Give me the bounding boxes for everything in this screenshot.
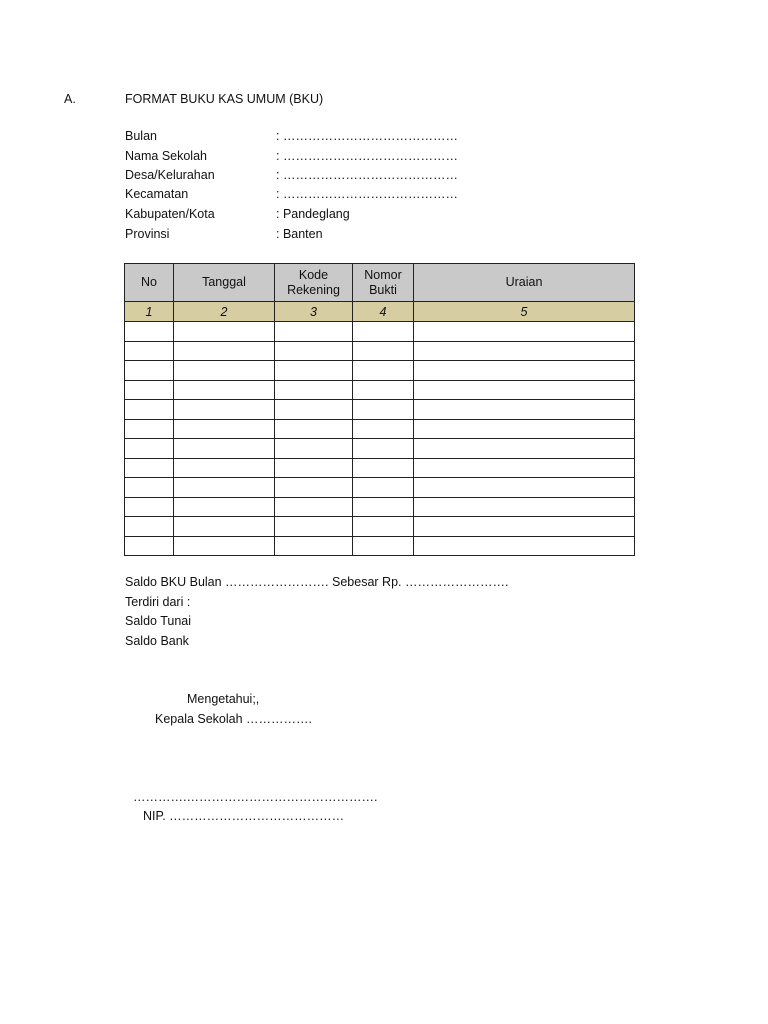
table-cell: [174, 380, 275, 400]
table-cell: [353, 517, 414, 537]
table-cell: [414, 458, 635, 478]
table-cell: [125, 458, 174, 478]
bku-table: [124, 263, 635, 556]
table-cell: [414, 439, 635, 459]
info-value: : Banten: [276, 227, 323, 241]
table-cell: [125, 478, 174, 498]
table-cell: [275, 478, 353, 498]
table-cell: [414, 517, 635, 537]
header-no: No: [125, 264, 174, 302]
table-cell: [353, 536, 414, 556]
signature-name-line: ………….……………………………………….: [133, 790, 378, 804]
table-row: [125, 419, 635, 439]
table-cell: [174, 439, 275, 459]
table-row: [125, 517, 635, 537]
table-cell: [414, 380, 635, 400]
table-cell: [353, 497, 414, 517]
mengetahui-label: Mengetahui;,: [187, 692, 260, 706]
info-label: Nama Sekolah: [125, 149, 207, 163]
table-row: [125, 380, 635, 400]
terdiri-dari-label: Terdiri dari :: [125, 595, 191, 609]
column-number: 4: [353, 302, 414, 322]
saldo-bank-label: Saldo Bank: [125, 634, 189, 648]
table-cell: [174, 419, 275, 439]
table-cell: [275, 341, 353, 361]
table-cell: [275, 322, 353, 342]
column-number: 2: [174, 302, 275, 322]
table-cell: [414, 361, 635, 381]
table-row: [125, 361, 635, 381]
info-label: Kabupaten/Kota: [125, 207, 215, 221]
column-number-row: [125, 302, 635, 322]
info-label: Kecamatan: [125, 187, 189, 201]
table-cell: [174, 400, 275, 420]
header-tanggal: Tanggal: [174, 264, 275, 302]
saldo-tunai-label: Saldo Tunai: [125, 614, 192, 628]
table-cell: [414, 341, 635, 361]
table-cell: [125, 361, 174, 381]
table-body: [125, 322, 635, 556]
table-cell: [174, 517, 275, 537]
table-cell: [275, 536, 353, 556]
table-cell: [174, 341, 275, 361]
table-cell: [125, 380, 174, 400]
table-cell: [125, 536, 174, 556]
info-value: : ……………………………………: [276, 187, 458, 201]
section-letter: A.: [64, 92, 76, 106]
table-cell: [353, 478, 414, 498]
table-cell: [275, 517, 353, 537]
table-cell: [353, 341, 414, 361]
table-row: [125, 341, 635, 361]
table-header-row: [125, 264, 635, 302]
header-uraian: Uraian: [414, 264, 635, 302]
column-number: 5: [414, 302, 635, 322]
table-cell: [275, 497, 353, 517]
table-cell: [275, 380, 353, 400]
column-number: 1: [125, 302, 174, 322]
table-cell: [353, 361, 414, 381]
table-cell: [125, 341, 174, 361]
table-row: [125, 497, 635, 517]
info-value: : ……………………………………: [276, 149, 458, 163]
table-cell: [275, 439, 353, 459]
table-cell: [125, 497, 174, 517]
header-kode-rekening: Kode Rekening: [275, 264, 353, 302]
info-label: Desa/Kelurahan: [125, 168, 215, 182]
table-cell: [125, 322, 174, 342]
section-title: FORMAT BUKU KAS UMUM (BKU): [125, 92, 324, 106]
table-cell: [353, 380, 414, 400]
table-cell: [414, 419, 635, 439]
info-value: : ……………………………………: [276, 129, 458, 143]
table-cell: [353, 322, 414, 342]
table-cell: [353, 439, 414, 459]
table-cell: [414, 536, 635, 556]
table-row: [125, 458, 635, 478]
table-cell: [353, 400, 414, 420]
table-cell: [414, 400, 635, 420]
table-cell: [275, 400, 353, 420]
table-cell: [414, 478, 635, 498]
table-cell: [174, 458, 275, 478]
table-cell: [414, 497, 635, 517]
info-value: : Pandeglang: [276, 207, 350, 221]
table-cell: [174, 536, 275, 556]
table-row: [125, 536, 635, 556]
saldo-bku-line: Saldo BKU Bulan ……………………. Sebesar Rp. …………………….: [125, 575, 509, 589]
column-number: 3: [275, 302, 353, 322]
table-cell: [125, 400, 174, 420]
table-cell: [275, 419, 353, 439]
table-cell: [414, 322, 635, 342]
table-cell: [174, 322, 275, 342]
info-label: Bulan: [125, 129, 157, 143]
table-cell: [275, 458, 353, 478]
kepala-sekolah-label: Kepala Sekolah …………….: [155, 712, 313, 726]
info-value: : ……………………………………: [276, 168, 458, 182]
table-cell: [353, 419, 414, 439]
table-cell: [353, 458, 414, 478]
table-cell: [125, 439, 174, 459]
table-cell: [125, 517, 174, 537]
header-nomor-bukti: Nomor Bukti: [353, 264, 414, 302]
nip-line: NIP. ……………………………………: [143, 809, 345, 823]
table-cell: [174, 361, 275, 381]
info-label: Provinsi: [125, 227, 170, 241]
table-row: [125, 439, 635, 459]
table-cell: [174, 478, 275, 498]
table-row: [125, 322, 635, 342]
table-cell: [125, 419, 174, 439]
table-cell: [174, 497, 275, 517]
table-row: [125, 478, 635, 498]
table-cell: [275, 361, 353, 381]
table-row: [125, 400, 635, 420]
